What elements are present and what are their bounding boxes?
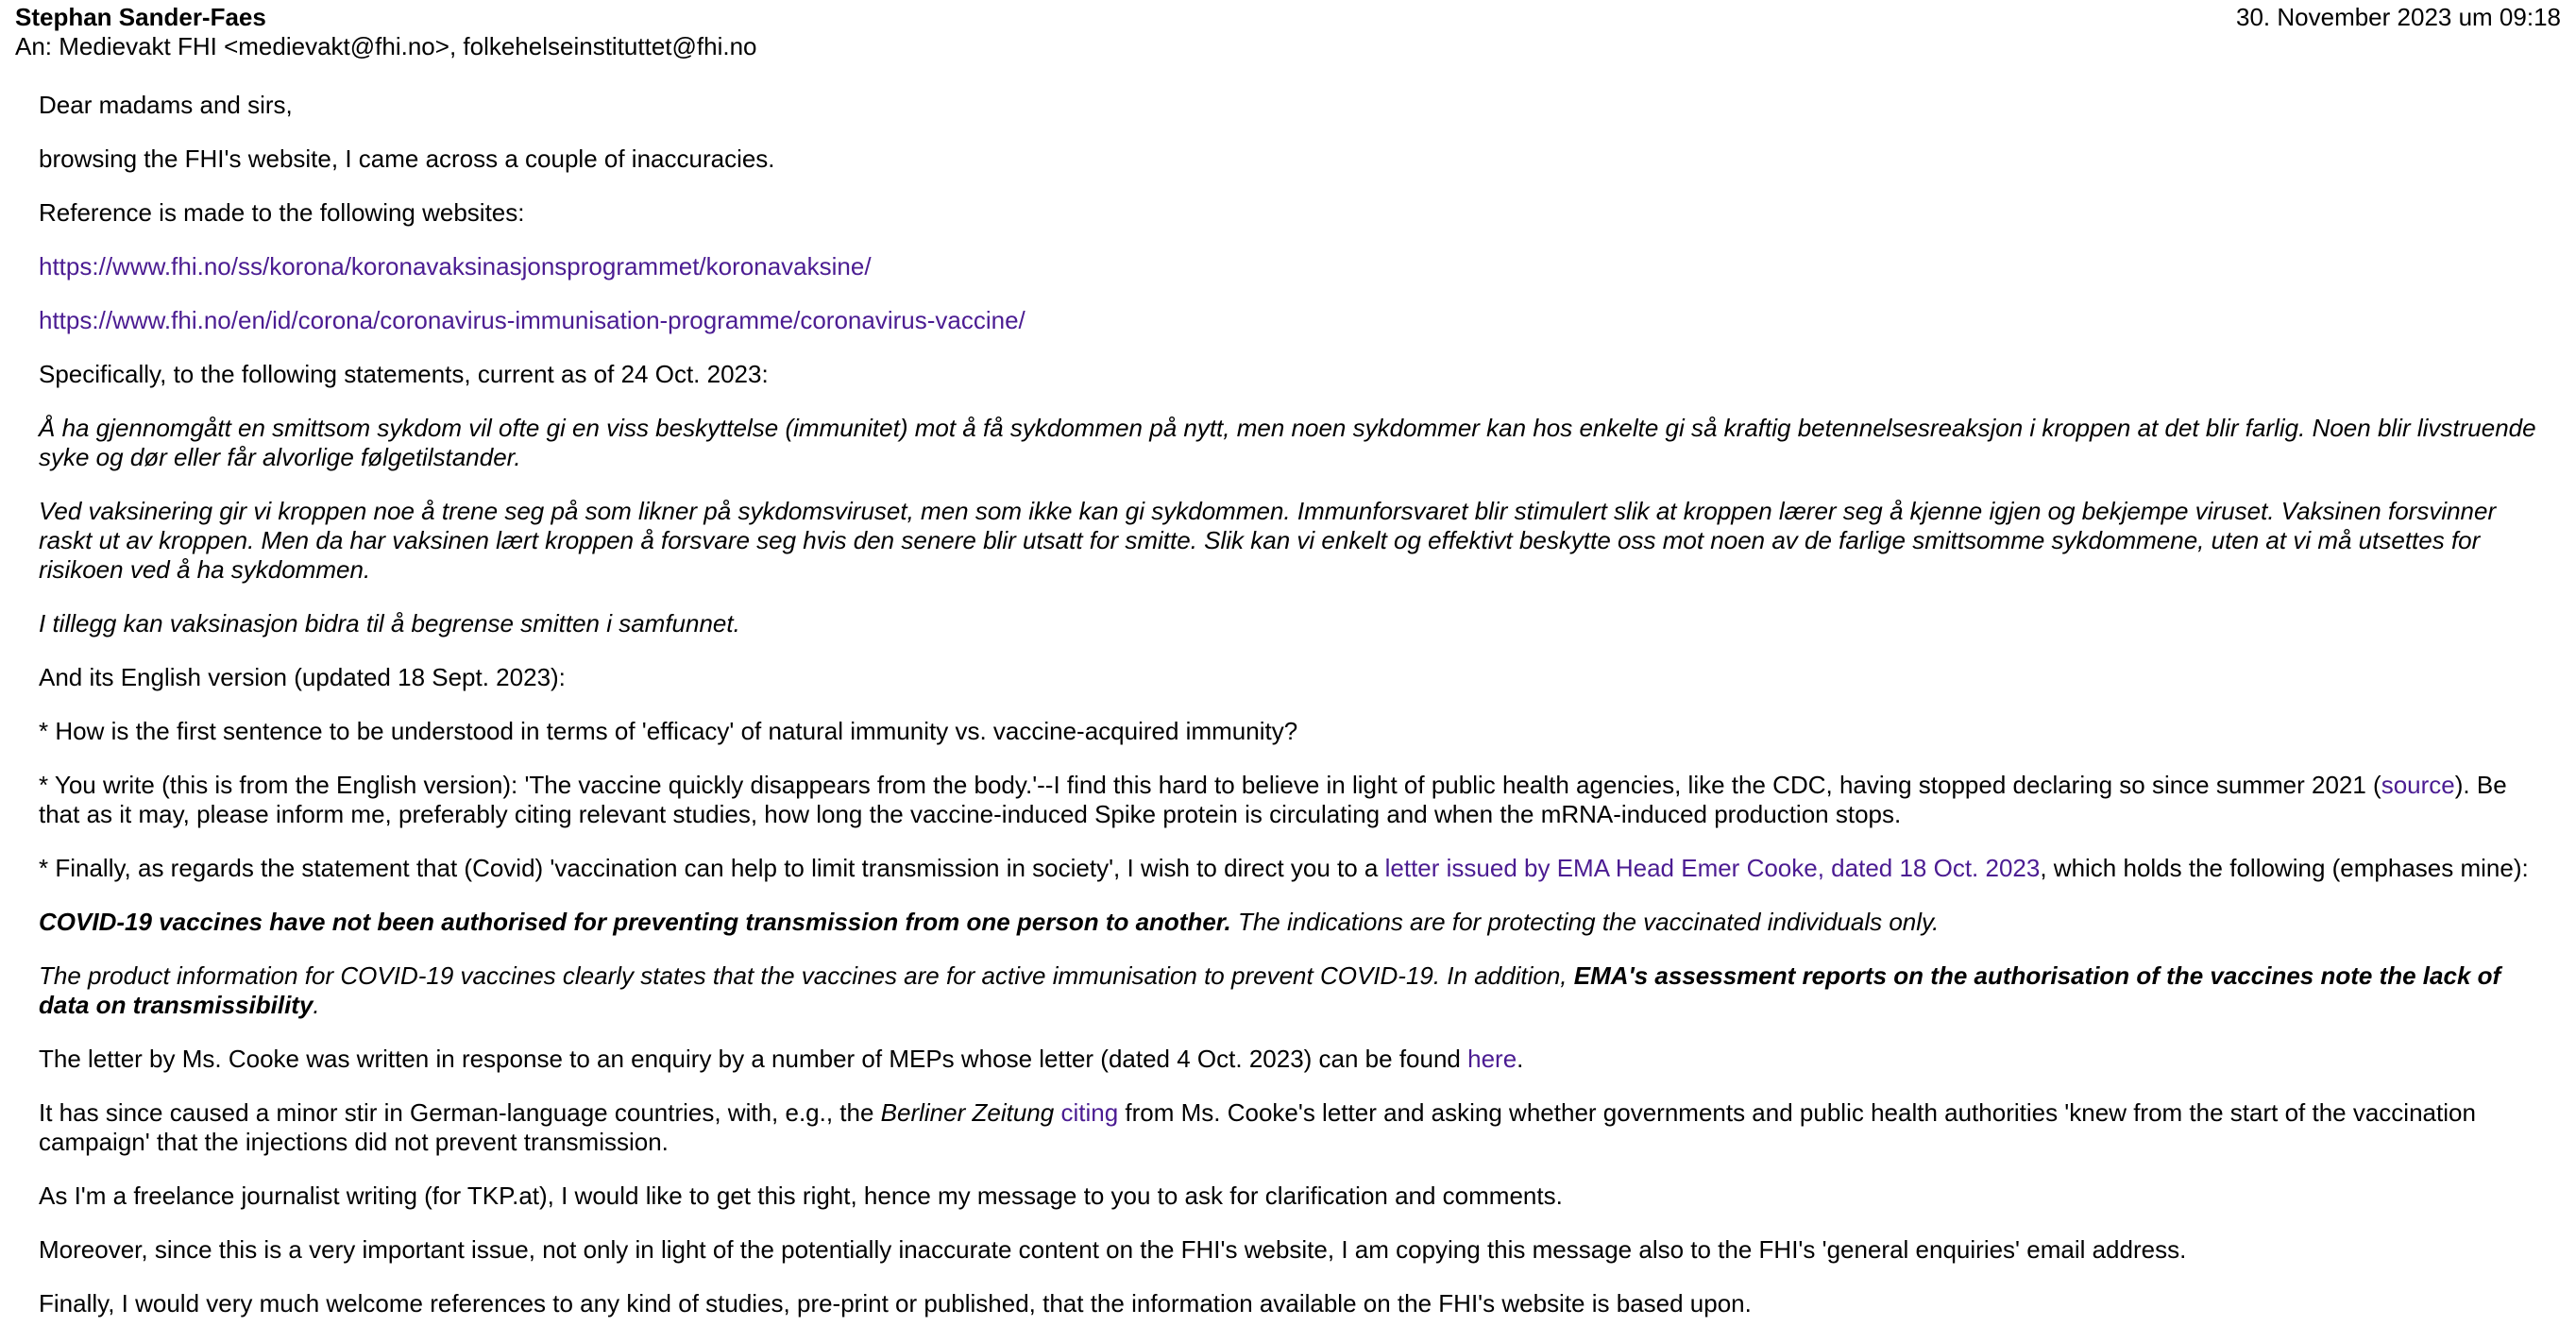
ema-quote1-rest: The indications are for protecting the vaccinated individuals only. — [1230, 908, 1940, 936]
ema-quote-paragraph-1 — [39, 908, 2541, 937]
letter-text-end: . — [1517, 1045, 1524, 1073]
sender-name: Stephan Sander-Faes — [15, 3, 266, 31]
bullet2-text-end: ). Be that as it may, please inform me, preferably citing relevant studies, how long the vaccine-induced Spike protein is circulating and when the mRNA-induced production stops. — [39, 771, 2507, 828]
mep-letter-link[interactable]: here — [1467, 1045, 1517, 1073]
stir-text-start: It has since caused a minor stir in German-language countries, with, e.g., the — [39, 1098, 881, 1127]
recipients-line: An: Medievakt FHI <medievakt@fhi.no>, folkehelseinstituttet@fhi.no — [15, 32, 757, 60]
letter-paragraph — [39, 1045, 2541, 1074]
stir-text-end: from Ms. Cooke's letter and asking whether governments and public health authorities 'knew from the start of the vaccination campaign' that the injections did not prevent transmission. — [39, 1098, 2476, 1156]
quote-paragraph-3: I tillegg kan vaksinasjon bidra til å begrense smitten i samfunnet. — [39, 609, 740, 638]
finally-paragraph: Finally, I would very much welcome references to any kind of studies, pre-print or published, that the information available on the FHI's website is based upon. — [39, 1289, 1752, 1318]
english-version-paragraph: And its English version (updated 18 Sept. 2023): — [39, 663, 566, 691]
bullet-paragraph-3 — [39, 854, 2541, 883]
email-header — [15, 0, 2561, 64]
specifically-paragraph: Specifically, to the following statements, current as of 24 Oct. 2023: — [39, 360, 769, 388]
ema-quote2-emphasis: EMA's assessment reports on the authorisation of the vaccines note the lack of data on transmissibility — [39, 961, 2501, 1019]
ema-quote2-end: . — [313, 991, 320, 1019]
moreover-paragraph: Moreover, since this is a very important issue, not only in light of the potentially inaccurate content on the FHI's website, I am copying this message also to the FHI's 'general enquiries' email address. — [39, 1235, 2187, 1264]
reference-paragraph: Reference is made to the following websites: — [39, 198, 525, 227]
link-paragraph-en — [39, 306, 2541, 335]
ema-letter-link[interactable]: letter issued by EMA Head Emer Cooke, dated 18 Oct. 2023 — [1384, 854, 2041, 882]
fhi-norwegian-link[interactable]: https://www.fhi.no/ss/korona/koronavaksinasjonsprogrammet/koronavaksine/ — [39, 252, 872, 280]
quote-paragraph-1: Å ha gjennomgått en smittsom sykdom vil ofte gi en viss beskyttelse (immunitet) mot å få sykdommen på nytt, men noen sykdommer kan hos enkelte gi så kraftig betennelsesreaksjon i kroppen at det blir farlig. Noen blir livstruende syke og dør eller får alvorlige følgetilstander. — [39, 414, 2536, 471]
freelance-paragraph: As I'm a freelance journalist writing (for TKP.at), I would like to get this right, hence my message to you to ask for clarification and comments. — [39, 1182, 1563, 1210]
intro-paragraph: browsing the FHI's website, I came across a couple of inaccuracies. — [39, 144, 775, 173]
stir-paragraph — [39, 1098, 2541, 1157]
bullet2-text-start: * You write (this is from the English version): 'The vaccine quickly disappears from the body.'--I find this hard to believe in light of public health agencies, like the CDC, having stopped declaring so since summer 2021 ( — [39, 771, 2381, 799]
citing-link[interactable]: citing — [1060, 1098, 1119, 1127]
ema-quote1-emphasis: COVID-19 vaccines have not been authorised for preventing transmission from one person to another. — [39, 908, 1231, 936]
ema-quote2-start: The product information for COVID-19 vaccines clearly states that the vaccines are for active immunisation to prevent COVID-19. In addition, — [39, 961, 1574, 990]
letter-text-start: The letter by Ms. Cooke was written in response to an enquiry by a number of MEPs whose letter (dated 4 Oct. 2023) can be found — [39, 1045, 1468, 1073]
newspaper-name: Berliner Zeitung — [880, 1098, 1055, 1127]
quote-paragraph-2: Ved vaksinering gir vi kroppen noe å trene seg på som likner på sykdomsviruset, men som ikke kan gi sykdommen. Immunforsvaret blir stimulert slik at kroppen lærer seg å kjenne igjen og bekjempe viruset. Vaksinen forsvinner raskt ut av kroppen. Men da har vaksinen lært kroppen å forsvare seg hvis den senere blir utsatt for smitte. Slik kan vi enkelt og effektivt beskytte oss mot noen av de farlige smittsomme sykdommene, uten at vi må utsettes for risikoen ved å ha sykdommen. — [39, 497, 2497, 584]
link-paragraph-no — [39, 252, 2541, 281]
email-body — [39, 91, 2541, 1343]
source-link[interactable]: source — [2381, 771, 2455, 799]
greeting: Dear madams and sirs, — [39, 91, 293, 119]
bullet3-text-end: , which holds the following (emphases mine): — [2040, 854, 2529, 882]
sent-date: 30. November 2023 um 09:18 — [2236, 3, 2561, 31]
bullet-paragraph-1: * How is the first sentence to be understood in terms of 'efficacy' of natural immunity vs. vaccine-acquired immunity? — [39, 717, 1298, 745]
fhi-english-link[interactable]: https://www.fhi.no/en/id/corona/coronavirus-immunisation-programme/coronavirus-vaccine/ — [39, 306, 1025, 334]
ema-quote-paragraph-2 — [39, 961, 2541, 1020]
bullet3-text-start: * Finally, as regards the statement that (Covid) 'vaccination can help to limit transmission in society', I wish to direct you to a — [39, 854, 1385, 882]
bullet-paragraph-2 — [39, 771, 2541, 829]
